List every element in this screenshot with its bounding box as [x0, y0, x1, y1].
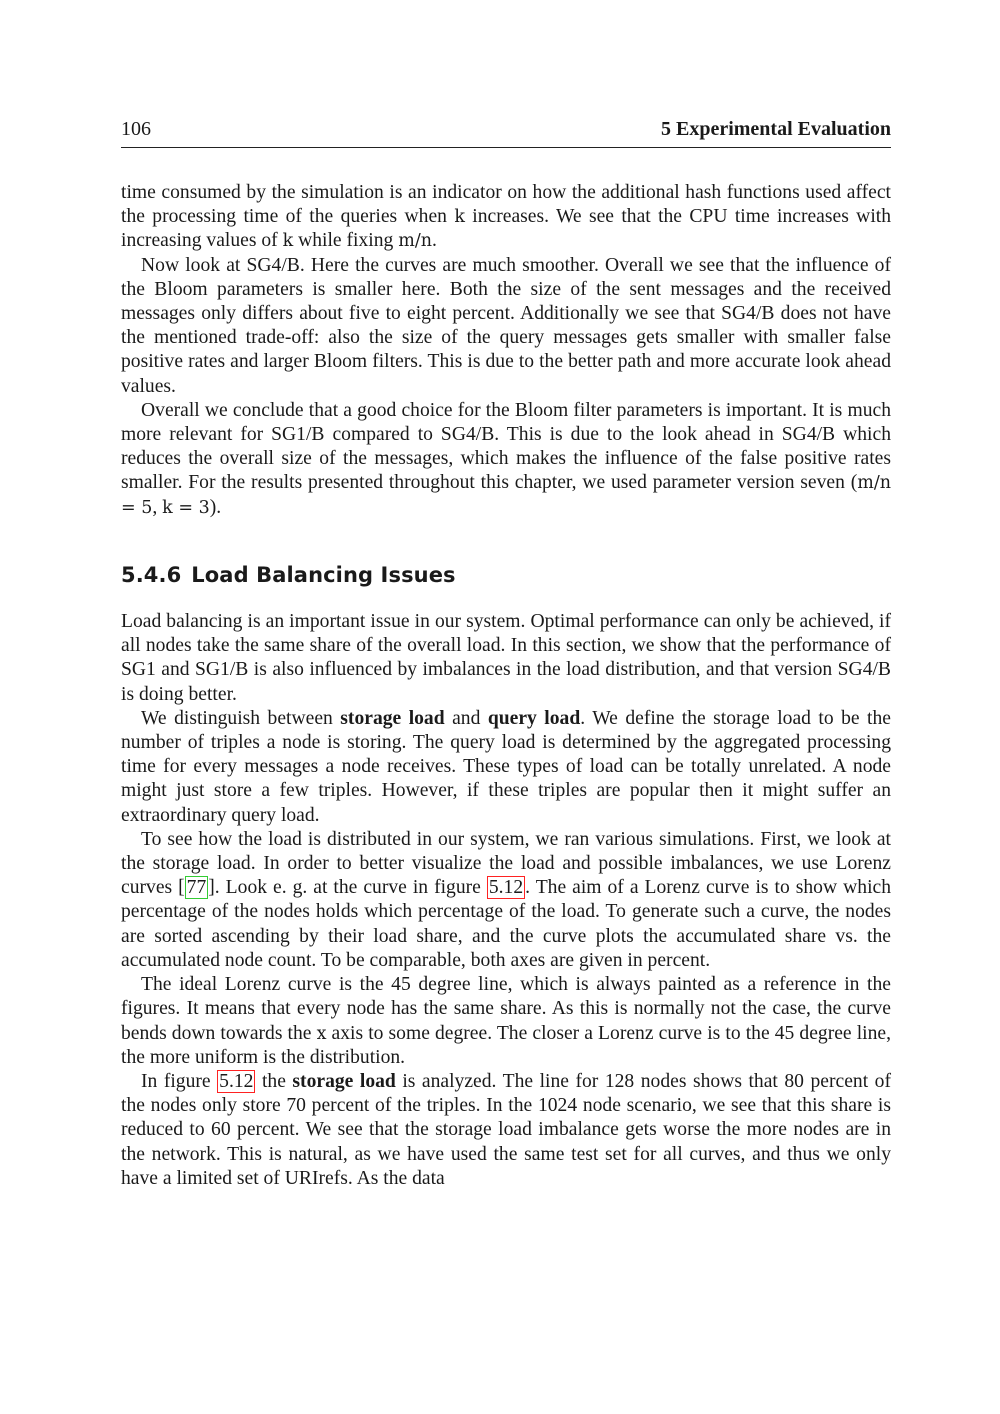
- page: [121, 118, 891, 1191]
- paragraph-4: Load balancing is an important issue in our system. Optimal performance can only be achieved, if all nodes take the same share of the overall load. In this section, we show that the performance of SG1 and SG1/B is also influenced by imbalances in the load distribution, and that version SG4/B is doing better.: [121, 611, 891, 705]
- section-title: Load Balancing Issues: [191, 562, 456, 587]
- running-header: [121, 118, 891, 148]
- term-storage-load: storage load: [340, 707, 445, 729]
- paragraph-6: To see how the load is distributed in our system, we ran various simulations. First, we look at the storage load. In order to better visualize the load and possible imbalances, we use Lorenz curves [ 77 ]. Look e. g. at the curve in figure 5.12 . The aim of a Lorenz curve is to show which percentage of the nodes holds which percentage of the load. To generate such a curve, the nodes are sorted ascending by their load share, and the curve plots the accumulated share vs. the accumulated node count. To be comparable, both axes are given in percent.: [121, 828, 891, 971]
- paragraph-8: In figure 5.12 the storage load is analyzed. The line for 128 nodes shows that 80 percent of the nodes only store 70 percent of the triples. In the 1024 node scenario, we see that this share is reduced to 60 percent. We see that the storage load imbalance gets worse the more nodes are in the network. This is natural, as we have used the same test set for all curves, and thus we only have a limited set of URIrefs. As the data: [121, 1070, 891, 1189]
- figure-link[interactable]: 5.12: [219, 1070, 254, 1092]
- paragraph-2: Now look at SG4/B. Here the curves are much smoother. Overall we see that the influence of the Bloom parameters is smaller here. Both the size of the sent messages and the received messages only differs about five to eight percent. Additionally we see that SG4/B does not have the mentioned trade-off: also the size of the query messages gets smaller with smaller false positive rates and larger Bloom filters. This is due to the better path and more accurate look ahead values.: [121, 254, 891, 397]
- math-k-3: k = 3: [162, 497, 210, 518]
- math-m-over-n: m/n: [398, 231, 432, 252]
- figure-link[interactable]: 5.12: [488, 877, 524, 899]
- paragraph-5: We distinguish between storage load and query load. We define the storage load to be the number of triples a node is storing. The query load is determined by the aggregated processing time for every messages a node receives. These types of load can be totally unrelated. A node might just store a few triples. However, if these triples are popular then it might suffer an extraordinary query load.: [121, 707, 891, 826]
- page-number: 106: [121, 118, 151, 140]
- citation-link[interactable]: 77: [186, 877, 207, 899]
- paragraph-3: Overall we conclude that a good choice for the Bloom filter parameters is important. It is much more relevant for SG1/B compared to SG4/B. This is due to the look ahead in SG4/B which reduces the overall size of the messages, which makes the influence of the false positive rates smaller. For the results presented throughout this chapter, we used parameter version seven (m/n = 5, k = 3).: [121, 399, 891, 518]
- body-text: [121, 181, 891, 1191]
- section-number: 5.4.6: [121, 562, 182, 587]
- section-heading: [121, 563, 891, 587]
- math-x: x: [316, 1023, 327, 1044]
- math-mn-5: m/n = 5: [121, 473, 891, 518]
- math-k: k: [454, 207, 465, 228]
- term-query-load: query load: [487, 707, 581, 729]
- paragraph-7: The ideal Lorenz curve is the 45 degree line, which is always painted as a reference in the figures. It means that every node has the same share. As this is normally not the case, the curve bends down towards the x axis to some degree. The closer a Lorenz curve is to the 45 degree line, the more uniform is the distribution.: [121, 974, 891, 1068]
- math-k: k: [282, 231, 294, 252]
- chapter-title: 5 Experimental Evaluation: [660, 118, 891, 140]
- term-storage-load: storage load: [292, 1070, 396, 1092]
- paragraph-1: time consumed by the simulation is an indicator on how the additional hash functions used affect the processing time of the queries when k increases. We see that the CPU time increases with increasing values of k while fixing m/n.: [121, 182, 892, 252]
